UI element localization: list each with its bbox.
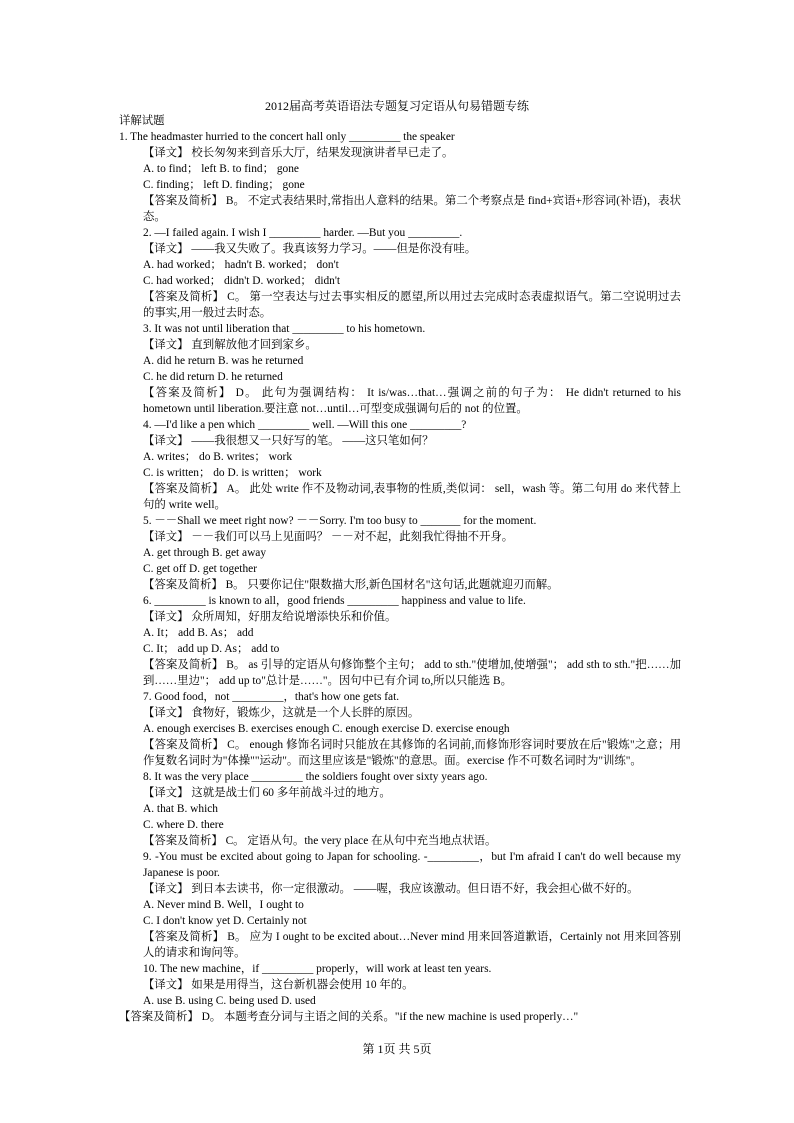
text-line: 4. —I'd like a pen which _________ well. —Will this one _________? <box>143 419 467 431</box>
text-line: 3. It was not until liberation that _________ to his hometown. <box>143 323 426 335</box>
section-heading: 详解试题 <box>119 115 165 127</box>
text-line: 【答案及简析】 C。 定语从句。the very place 在从句中充当地点状语。 <box>143 835 497 847</box>
text-line: 【译文】 众所周知，好朋友给说增添快乐和价值。 <box>143 611 397 623</box>
text-line: 6. _________ is known to all，good friends _________ happiness and value to life. <box>143 595 526 607</box>
document-body <box>119 113 681 1025</box>
text-line: A. get through B. get away <box>143 547 267 559</box>
text-line: C. I don't know yet D. Certainly not <box>143 915 307 927</box>
text-line: 【答案及简析】 D。 本题考查分词与主语之间的关系。"if the new machine is used properly…" <box>119 1011 579 1023</box>
text-line: A. did he return B. was he returned <box>143 355 304 367</box>
text-line: C. he did return D. he returned <box>143 371 283 383</box>
text-line: 5. －－Shall we meet right now? －－Sorry. I'm too busy to _______ for the moment. <box>143 515 537 527</box>
text-line: 【答案及简析】 B。 as 引导的定语从句修饰整个主句； add to sth."使增加,使增强"； add sth to sth."把……加到……里边"； add up to"总计是……"。因句中已有介词 to,所以只能选 B。 <box>143 659 681 687</box>
question-list <box>119 129 681 1025</box>
text-line: 【译文】 这就是战士们 60 多年前战斗过的地方。 <box>143 787 391 799</box>
text-line: 【译文】 直到解放他才回到家乡。 <box>143 339 317 351</box>
text-line: 【答案及简析】 B。 不定式表结果时,常指出人意料的结果。第二个考察点是 find+宾语+形容词(补语)，表状态。 <box>143 195 681 223</box>
text-line: 【答案及简析】 C。 第一空表达与过去事实相反的愿望,所以用过去完成时态表虚拟语气。第二空说明过去的事实,用一般过去时态。 <box>143 291 681 319</box>
text-line: 【答案及简析】 D。 此句为强调结构： It is/was…that…强调之前的句子为： He didn't returned to his hometown until liberation.要注意 not…until…可型变成强调句后的 not 的位置。 <box>143 387 681 415</box>
text-line: C. where D. there <box>143 819 224 831</box>
text-line: 【译文】 如果是用得当，这台新机器会使用 10 年的。 <box>143 979 414 991</box>
text-line: C. get off D. get together <box>143 563 257 575</box>
text-line: A. enough exercises B. exercises enough C. enough exercise D. exercise enough <box>143 723 510 735</box>
text-line: 10. The new machine，if _________ properly，will work at least ten years. <box>143 963 492 975</box>
text-line: 9. -You must be excited about going to Japan for schooling. -_________，but I'm afraid I can't do well because my Japanese is poor. <box>143 851 681 879</box>
text-line: A. writes； do B. writes； work <box>143 451 293 463</box>
text-line: C. is written； do D. is written； work <box>143 467 322 479</box>
text-line: 【译文】 校长匆匆来到音乐大厅，结果发现演讲者早已走了。 <box>143 147 454 159</box>
text-line: A. to find； left B. to find； gone <box>143 163 299 175</box>
text-line: C. had worked； didn't D. worked； didn't <box>143 275 341 287</box>
text-line: 【译文】 到日本去读书，你一定很激动。 ——喔，我应该激动。但日语不好，我会担心做不好的。 <box>143 883 639 895</box>
text-line: A. that B. which <box>143 803 218 815</box>
text-line: 2. —I failed again. I wish I _________ harder. —But you _________. <box>143 227 463 239</box>
text-line: A. Never mind B. Well，I ought to <box>143 899 304 911</box>
text-line: 【答案及简析】 B。 只要你记住"限数描大形,新色国材名"这句话,此题就迎刃而解。 <box>143 579 559 591</box>
text-line: 【译文】 ——我又失败了。我真该努力学习。——但是你没有哇。 <box>143 243 477 255</box>
text-line: A. use B. using C. being used D. used <box>143 995 316 1007</box>
text-line: C. finding； left D. finding； gone <box>143 179 305 191</box>
text-line: 【答案及简析】 C。 enough 修饰名词时只能放在其修饰的名词前,而修饰形容词时要放在后"锻炼"之意；用作复数名词时为"体操""运动"。而这里应该是"锻炼"的意思。面。exercise 作不可数名词时为"训练"。 <box>143 739 681 767</box>
text-line: A. It； add B. As； add <box>143 627 254 639</box>
text-line: A. had worked； hadn't B. worked； don't <box>143 259 339 271</box>
text-line: 1. The headmaster hurried to the concert hall only _________ the speaker <box>119 131 455 143</box>
text-line: 【答案及简析】 A。 此处 write 作不及物动词,表事物的性质,类似词： sell，wash 等。第二句用 do 来代替上句的 write well。 <box>143 483 681 511</box>
text-line: 【答案及简析】 B。 应为 I ought to be excited about…Never mind 用来回答道歉语，Certainly not 用来回答别人的请求和询问等。 <box>143 931 681 959</box>
document-title: 2012届高考英语语法专题复习定语从句易错题专练 <box>264 99 529 113</box>
text-line: C. It； add up D. As； add to <box>143 643 280 655</box>
text-line: 7. Good food，not _________，that's how one gets fat. <box>143 691 400 703</box>
text-line: 【译文】 ——我很想又一只好写的笔。 ——这只笔如何？ <box>143 435 434 447</box>
page-number: 第 1页 共 5页 <box>362 1042 432 1056</box>
text-line: 【译文】 食物好，锻炼少，这就是一个人长胖的原因。 <box>143 707 420 719</box>
text-line: 8. It was the very place _________ the soldiers fought over sixty years ago. <box>143 771 488 783</box>
text-line: 【译文】 －－我们可以马上见面吗？ －－对不起，此刻我忙得抽不开身。 <box>143 531 514 543</box>
